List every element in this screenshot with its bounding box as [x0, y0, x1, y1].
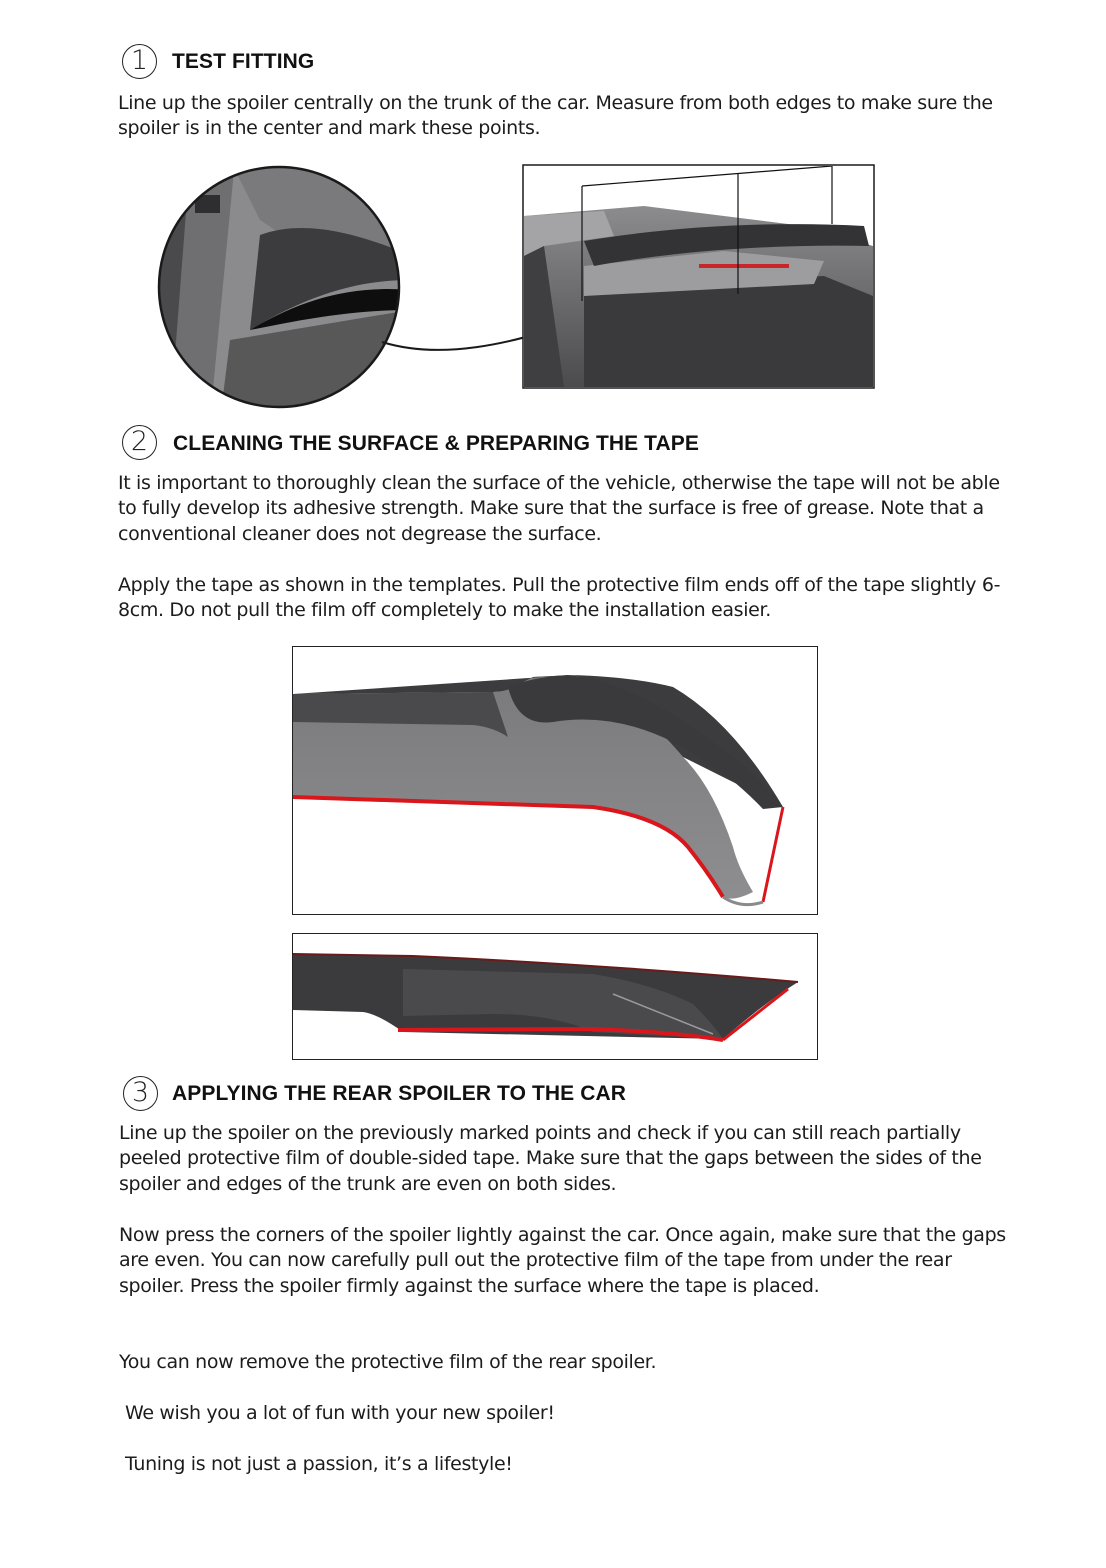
step-3-paragraph-1: Line up the spoiler on the previously marked points and check if you can still reach partially peeled protective film of double-sided tape. Make sure that the gaps between the sides of the spoiler and edges of the trunk are even on both sides.	[119, 1122, 982, 1195]
step-1-title: TEST FITTING	[172, 50, 315, 73]
step-3-title: APPLYING THE REAR SPOILER TO THE CAR	[172, 1082, 626, 1105]
step-2-number: 2	[122, 425, 157, 460]
step-2-paragraph-2: Apply the tape as shown in the templates. Pull the protective film ends off of the tape slightly 6-8cm. Do not pull the film off completely to make the installation easier.	[118, 574, 1001, 622]
zoom-detail	[150, 160, 410, 415]
test-fitting-illustration	[150, 160, 890, 415]
car-rear-photo	[523, 165, 874, 388]
step-3-number: 3	[123, 1076, 158, 1111]
step-3-paragraph-2: Now press the corners of the spoiler lightly against the car. Once again, make sure that the gaps are even. You can now carefully pull out the protective film of the tape from under the rear spoiler. Press the spoiler firmly against the surface where the tape is placed.	[119, 1224, 1006, 1297]
tape-template-side-view	[292, 933, 818, 1060]
step-1-paragraph-1: Line up the spoiler centrally on the trunk of the car. Measure from both edges to make sure the spoiler is in the center and mark these points.	[118, 92, 993, 140]
tape-template-top-view	[292, 646, 818, 915]
step-3-paragraph-3: You can now remove the protective film of the rear spoiler.	[119, 1351, 657, 1373]
step-2-title: CLEANING THE SURFACE & PREPARING THE TAPE	[173, 432, 700, 455]
step-1-number: 1	[122, 44, 157, 79]
step-2-paragraph-1: It is important to thoroughly clean the surface of the vehicle, otherwise the tape will not be able to fully develop its adhesive strength. Make sure that the surface is free of grease. Note that a conventional cleaner does not degrease the surface.	[118, 472, 1000, 545]
closing-line-2: Tuning is not just a passion, it’s a lifestyle!	[125, 1453, 513, 1475]
closing-line-1: We wish you a lot of fun with your new spoiler!	[125, 1402, 555, 1424]
